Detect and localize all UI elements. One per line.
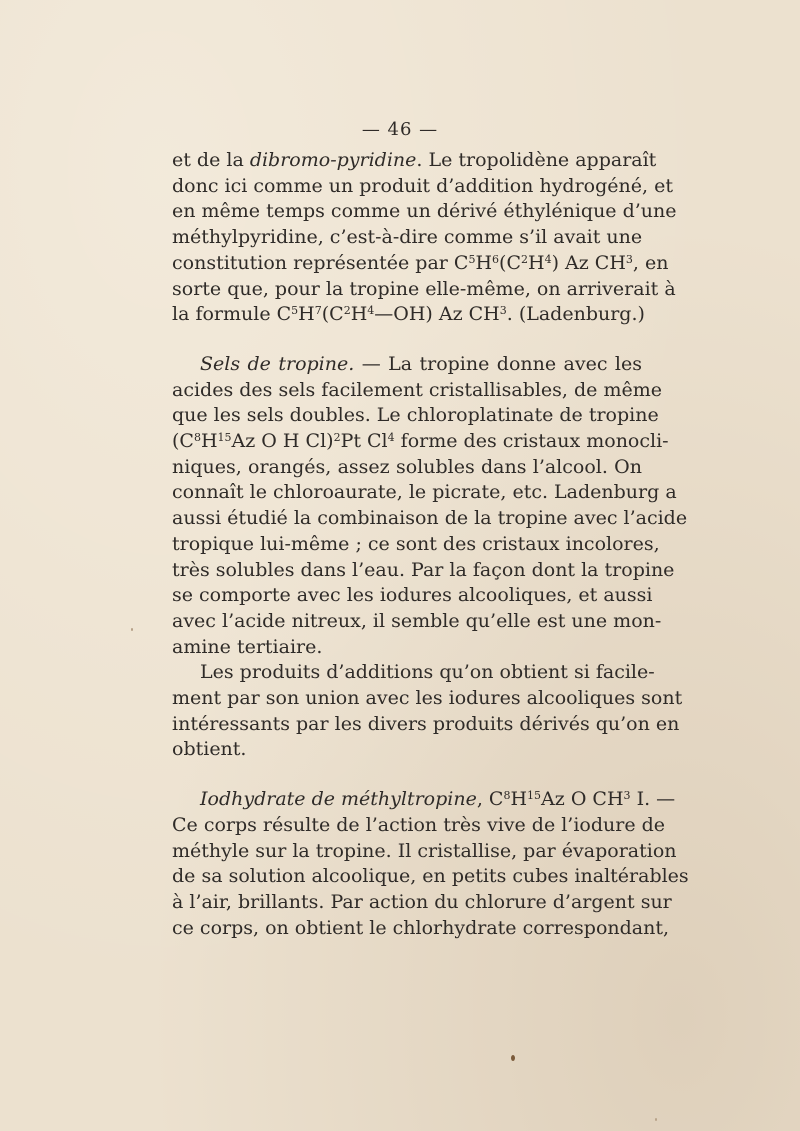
text-line: en même temps comme un dérivé éthylénique d’une xyxy=(172,200,677,223)
text-line: ment par son union avec les iodures alcooliques sont xyxy=(172,687,683,710)
page-number: — 46 — xyxy=(361,119,439,140)
text-line: donc ici comme un produit d’addition hydrogéné, et xyxy=(172,174,673,197)
text-line: connaît le chloroaurate, le picrate, etc. Ladenburg a xyxy=(172,481,677,504)
paragraph-1 xyxy=(172,148,677,328)
text-line: de sa solution alcoolique, en petits cubes inaltérables xyxy=(172,865,689,888)
paper-speck xyxy=(655,1118,657,1121)
paper-speck xyxy=(511,1055,515,1061)
text-line: ($C^8H^{15}Az$ O H Cl)$^2$Pt Cl$^4$ forme des cristaux monocli- xyxy=(172,430,669,453)
paragraph-3 xyxy=(172,660,683,763)
body-text xyxy=(172,148,689,941)
text-line: aussi étudié la combinaison de la tropine avec l’acide xyxy=(172,507,688,530)
text-line: méthyle sur la tropine. Il cristallise, par évaporation xyxy=(172,839,677,862)
paper-speck xyxy=(131,628,133,631)
text-line: sorte que, pour la tropine elle-même, on arriverait à xyxy=(172,277,676,300)
text-line: acides des sels facilement cristallisables, de même xyxy=(172,378,662,401)
text-line: se comporte avec les iodures alcooliques, et aussi xyxy=(172,584,653,607)
text-line: Ce corps résulte de l’action très vive de l’iodure de xyxy=(172,813,666,836)
text-line: méthylpyridine, c’est-à-dire comme s’il avait une xyxy=(172,226,643,249)
text-line: Sels de tropine. — La tropine donne avec les xyxy=(200,352,642,375)
italic-term: dibromo-pyridine xyxy=(249,149,417,171)
text-line: avec l’acide nitreux, il semble qu’elle est une mon- xyxy=(172,609,662,632)
text-line: la formule $C^5H^7(C^2H^4—OH)$ Az $CH^3$. (Ladenburg.) xyxy=(172,303,645,326)
text-line: et de la dibromo-pyridine. Le tropolidène apparaît xyxy=(172,149,657,171)
text-line: constitution représentée par $C^5H^6(C^2H^4)$ Az $CH^3$, en xyxy=(172,251,669,274)
paragraph-gap xyxy=(172,763,642,787)
text-line: obtient. xyxy=(172,738,247,761)
paragraph-2 xyxy=(172,352,688,660)
text-line: Iodhydrate de méthyltropine, $C^8H^{15}Az$ O $CH^3$ I. — xyxy=(200,788,676,811)
text-line: tropique lui-même ; ce sont des cristaux incolores, xyxy=(172,532,660,555)
text-line: niques, orangés, assez solubles dans l’alcool. On xyxy=(172,455,642,478)
text-line: ce corps, on obtient le chlorhydrate correspondant, xyxy=(172,916,670,939)
paragraph-gap xyxy=(172,328,642,352)
text-line: amine tertiaire. xyxy=(172,635,323,658)
paragraph-4 xyxy=(172,787,689,941)
text-line: intéressants par les divers produits dérivés qu’on en xyxy=(172,712,680,735)
text-line: que les sels doubles. Le chloroplatinate de tropine xyxy=(172,404,659,427)
section-heading: Iodhydrate de méthyltropine xyxy=(200,788,477,811)
text-line: très solubles dans l’eau. Par la façon dont la tropine xyxy=(172,558,675,581)
section-heading: Sels de tropine. xyxy=(200,352,355,375)
text-line: à l’air, brillants. Par action du chlorure d’argent sur xyxy=(172,890,672,913)
text-line: Les produits d’additions qu’on obtient si facile- xyxy=(200,661,655,684)
